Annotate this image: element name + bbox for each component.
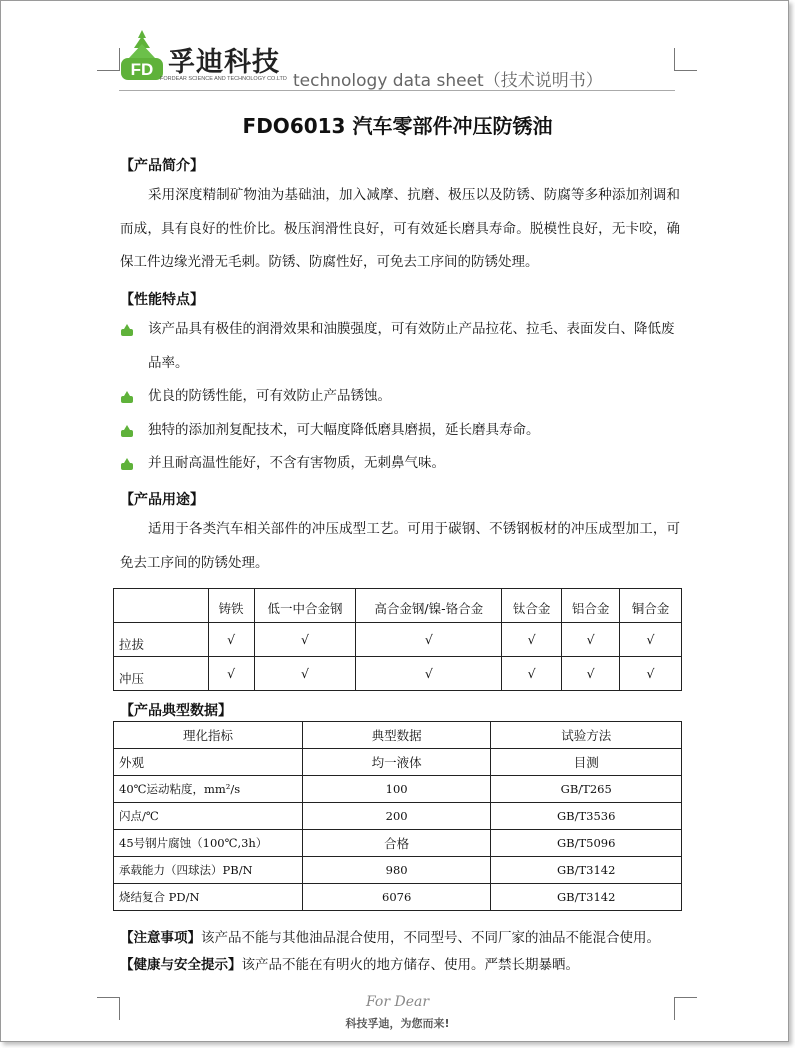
safety-text: 该产品不能在有明火的地方储存、使用。严禁长期暴晒。 [241,957,579,973]
table-cell: √ [254,657,356,691]
intro-paragraph: 采用深度精制矿物油为基础油，加入减摩、抗磨、极压以及防锈、防腐等多种添加剂调和而成，具有良好的性价比。极压润滑性良好，可有效延长磨具寿命。脱模性良好，无卡咬，确保工件边缘光滑无毛刺。防锈、防腐性好，可免去工序间的防锈处理。 [120,187,680,270]
feature-text: 并且耐高温性能好，不含有害物质，无刺鼻气味。 [148,455,445,471]
table-cell: √ [356,623,502,657]
safety-label: 【健康与安全提示】 [120,957,242,973]
value-cell: 100 [302,776,491,803]
table-row [114,749,682,776]
typical-data-heading: 【产品典型数据】 [120,703,232,719]
row-label: 冲压 [114,657,209,691]
table-row [114,884,682,911]
materials-table [113,588,682,691]
feature-text: 该产品具有极佳的润滑效果和油膜强度，可有效防止产品拉花、拉毛、表面发白、降低废品率。 [148,321,675,371]
table-row [114,857,682,884]
table-cell: √ [620,623,682,657]
bullet-icon [120,458,134,470]
caution-text: 该产品不能与其他油品混合使用，不同型号、不同厂家的油品不能混合使用。 [201,930,660,946]
method-cell: GB/T3142 [491,857,682,884]
table-row [114,623,682,657]
table-cell: √ [208,657,254,691]
table-header-cell: 铸铁 [208,589,254,623]
property-cell: 烧结复合 PD/N [114,884,303,911]
method-cell: GB/T5096 [491,830,682,857]
usage-paragraph: 适用于各类汽车相关部件的冲压成型工艺。可用于碳钢、不锈钢板材的冲压成型加工，可免去工序间的防锈处理。 [120,521,680,571]
table-header-cell: 典型数据 [302,722,491,749]
table-row [114,803,682,830]
value-cell: 6076 [302,884,491,911]
company-name: 孚迪科技 [168,47,280,78]
crop-mark-top-left [97,48,120,71]
table-cell: √ [208,623,254,657]
feature-text: 独特的添加剂复配技术，可大幅度降低磨具磨损，延长磨具寿命。 [148,422,540,438]
table-row [114,830,682,857]
property-cell: 40℃运动粘度，mm²/s [114,776,303,803]
caution-note [120,926,660,946]
footer-slogan: 科技孚迪，为您而来! [345,1017,450,1030]
property-cell: 45号钢片腐蚀（100℃,3h） [114,830,303,857]
table-header-cell: 理化指标 [114,722,303,749]
bullet-icon [120,391,134,403]
method-cell: 目测 [491,749,682,776]
value-cell: 均一液体 [302,749,491,776]
features-heading: 【性能特点】 [120,292,204,308]
caution-label: 【注意事项】 [120,930,201,946]
row-label: 拉拔 [114,623,209,657]
feature-item [120,380,680,414]
footer-script: For Dear [365,994,430,1010]
bullet-icon [120,425,134,437]
property-cell: 承载能力（四球法）PB/N [114,857,303,884]
typical-data-table [113,721,682,911]
table-cell: √ [356,657,502,691]
table-cell: √ [502,623,562,657]
value-cell: 200 [302,803,491,830]
table-header-cell: 低一中合金钢 [254,589,356,623]
feature-item [120,313,680,380]
table-header-cell: 钛合金 [502,589,562,623]
document-title: FDO6013 汽车零部件冲压防锈油 [242,114,553,138]
table-cell: √ [254,623,356,657]
intro-heading: 【产品简介】 [120,158,204,174]
table-header-cell [114,589,209,623]
table-header-cell: 试验方法 [491,722,682,749]
method-cell: GB/T265 [491,776,682,803]
method-cell: GB/T3142 [491,884,682,911]
table-header-cell: 铝合金 [562,589,620,623]
feature-item [120,414,680,448]
method-cell: GB/T3536 [491,803,682,830]
svg-text:FD: FD [130,60,154,79]
company-english-name: FORDEAR SCIENCE AND TECHNOLOGY CO.LTD [160,76,287,82]
bullet-icon [120,324,134,336]
value-cell: 合格 [302,830,491,857]
crop-mark-top-right [674,48,697,71]
table-header-cell: 高合金钢/镍-铬合金 [356,589,502,623]
sheet-title: technology data sheet（技术说明书） [293,71,603,91]
table-row [114,657,682,691]
table-cell: √ [562,657,620,691]
company-logo-icon [119,28,165,82]
property-cell: 闪点/℃ [114,803,303,830]
table-row [114,776,682,803]
table-header-cell: 铜合金 [620,589,682,623]
table-cell: √ [620,657,682,691]
table-header-row [114,722,682,749]
feature-item [120,447,680,481]
table-cell: √ [562,623,620,657]
header-rule [119,90,675,91]
table-header-row [114,589,682,623]
feature-text: 优良的防锈性能，可有效防止产品锈蚀。 [148,388,391,404]
property-cell: 外观 [114,749,303,776]
usage-heading: 【产品用途】 [120,492,204,508]
value-cell: 980 [302,857,491,884]
table-cell: √ [502,657,562,691]
safety-note [120,953,579,973]
